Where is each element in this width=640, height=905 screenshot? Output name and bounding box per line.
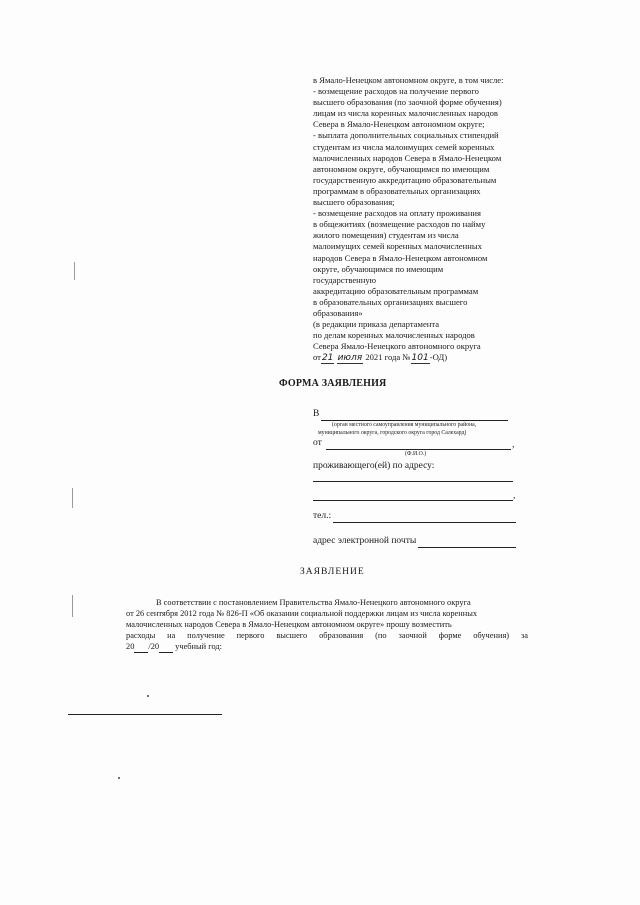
header-line: высшего образования (по заочной форме обучения) (313, 97, 502, 108)
header-line: автономном округе, обучающимся по имеющим (313, 163, 490, 174)
header-line: Севера в Ямало-Ненецком автономном округе; (313, 119, 485, 130)
date-month: июля (337, 353, 363, 364)
body-line-3: малочисленных народов Севера в Ямало-Ненецком автономном округе» прошу возместить (126, 620, 452, 629)
year-end-field[interactable] (159, 641, 173, 653)
address-field-2[interactable] (313, 500, 513, 501)
scan-speck (118, 777, 120, 779)
fio-field[interactable] (326, 449, 511, 450)
organization-caption-2: муниципального округа, городского округа город Салехард) (318, 430, 467, 436)
fio-caption: (Ф.И.О.) (405, 451, 427, 457)
header-line: малочисленных народов Севера в Ямало-Ненецком (313, 152, 502, 163)
order-date-line (313, 352, 538, 364)
date-prefix: от (313, 352, 321, 363)
header-line: высшего образования; (313, 197, 395, 208)
email-field[interactable] (418, 547, 516, 548)
header-line: - возмещение расходов на оплату проживания (313, 208, 481, 219)
year-mid: /20 (148, 642, 160, 651)
date-year: 2021 года № (365, 352, 411, 363)
header-line: в образовательных организациях высшего (313, 296, 468, 307)
header-line: (в редакции приказа департамента (313, 319, 440, 330)
residing-label: проживающего(ей) по адресу: (313, 461, 435, 471)
organization-field[interactable] (321, 420, 508, 421)
body-line-2: от 26 сентября 2012 года № 826-П «Об оказании социальной поддержки лицам из числа коренных (126, 609, 478, 618)
header-line: - возмещение расходов на получение первого (313, 86, 479, 97)
header-line: студентам из числа малоимущих семей коренных (313, 141, 495, 152)
year-start-field[interactable] (134, 641, 148, 653)
header-line: программам в образовательных организациях (313, 185, 481, 196)
header-line: жилого помещения) студентам из числа (313, 230, 459, 241)
header-line: аккредитацию образовательным программам (313, 285, 479, 296)
header-line: государственную аккредитацию образовательным (313, 174, 497, 185)
scan-speck (147, 695, 149, 697)
organization-caption-1: (орган местного самоуправления муниципального района, (332, 422, 477, 428)
email-label: адрес электронной почты (313, 536, 417, 546)
header-line: Севера Ямало-Ненецкого автономного округа (313, 341, 481, 352)
year-suffix: учебный год: (175, 642, 222, 651)
header-line: образования» (313, 307, 363, 318)
order-suffix: -ОД) (429, 352, 448, 363)
year-prefix: 20 (126, 642, 135, 651)
statement-body (126, 597, 528, 653)
fio-comma: , (512, 440, 515, 450)
header-line: в общежитиях (возмещение расходов по найму (313, 219, 486, 230)
body-line-4: расходы на получение первого высшего образования (по заочной форме обучения) за (126, 631, 528, 640)
order-number: 101 (411, 353, 429, 364)
scan-edge-mark (72, 488, 73, 508)
header-line: в Ямало-Ненецком автономном округе, в том числе: (313, 75, 504, 85)
phone-label: тел.: (313, 511, 332, 521)
header-line: государственную (313, 274, 377, 285)
header-line: народов Севера в Ямало-Ненецком автономном (313, 252, 488, 263)
scan-edge-mark (74, 262, 75, 280)
address-comma: , (513, 491, 516, 501)
body-line-1: В соответствии с постановлением Правительства Ямало-Ненецкого автономного округа (156, 598, 471, 607)
scan-edge-mark (72, 595, 73, 617)
header-line: лицам из числа коренных малочисленных народов (313, 108, 498, 119)
statement-title: ЗАЯВЛЕНИЕ (300, 567, 365, 577)
to-prefix: В (313, 409, 320, 419)
from-prefix: от (313, 438, 322, 448)
order-reference-block (313, 75, 538, 364)
header-line: - выплата дополнительных социальных стипендий (313, 130, 499, 141)
date-day: 21 (321, 353, 334, 364)
footnote-separator (68, 714, 222, 715)
header-line: округе, обучающимся по имеющим (313, 263, 444, 274)
address-field-1[interactable] (313, 481, 513, 482)
phone-field[interactable] (333, 522, 516, 523)
header-line: малоимущих семей коренных малочисленных (313, 241, 482, 252)
form-title: ФОРМА ЗАЯВЛЕНИЯ (279, 378, 387, 389)
header-line: по делам коренных малочисленных народов (313, 330, 475, 341)
